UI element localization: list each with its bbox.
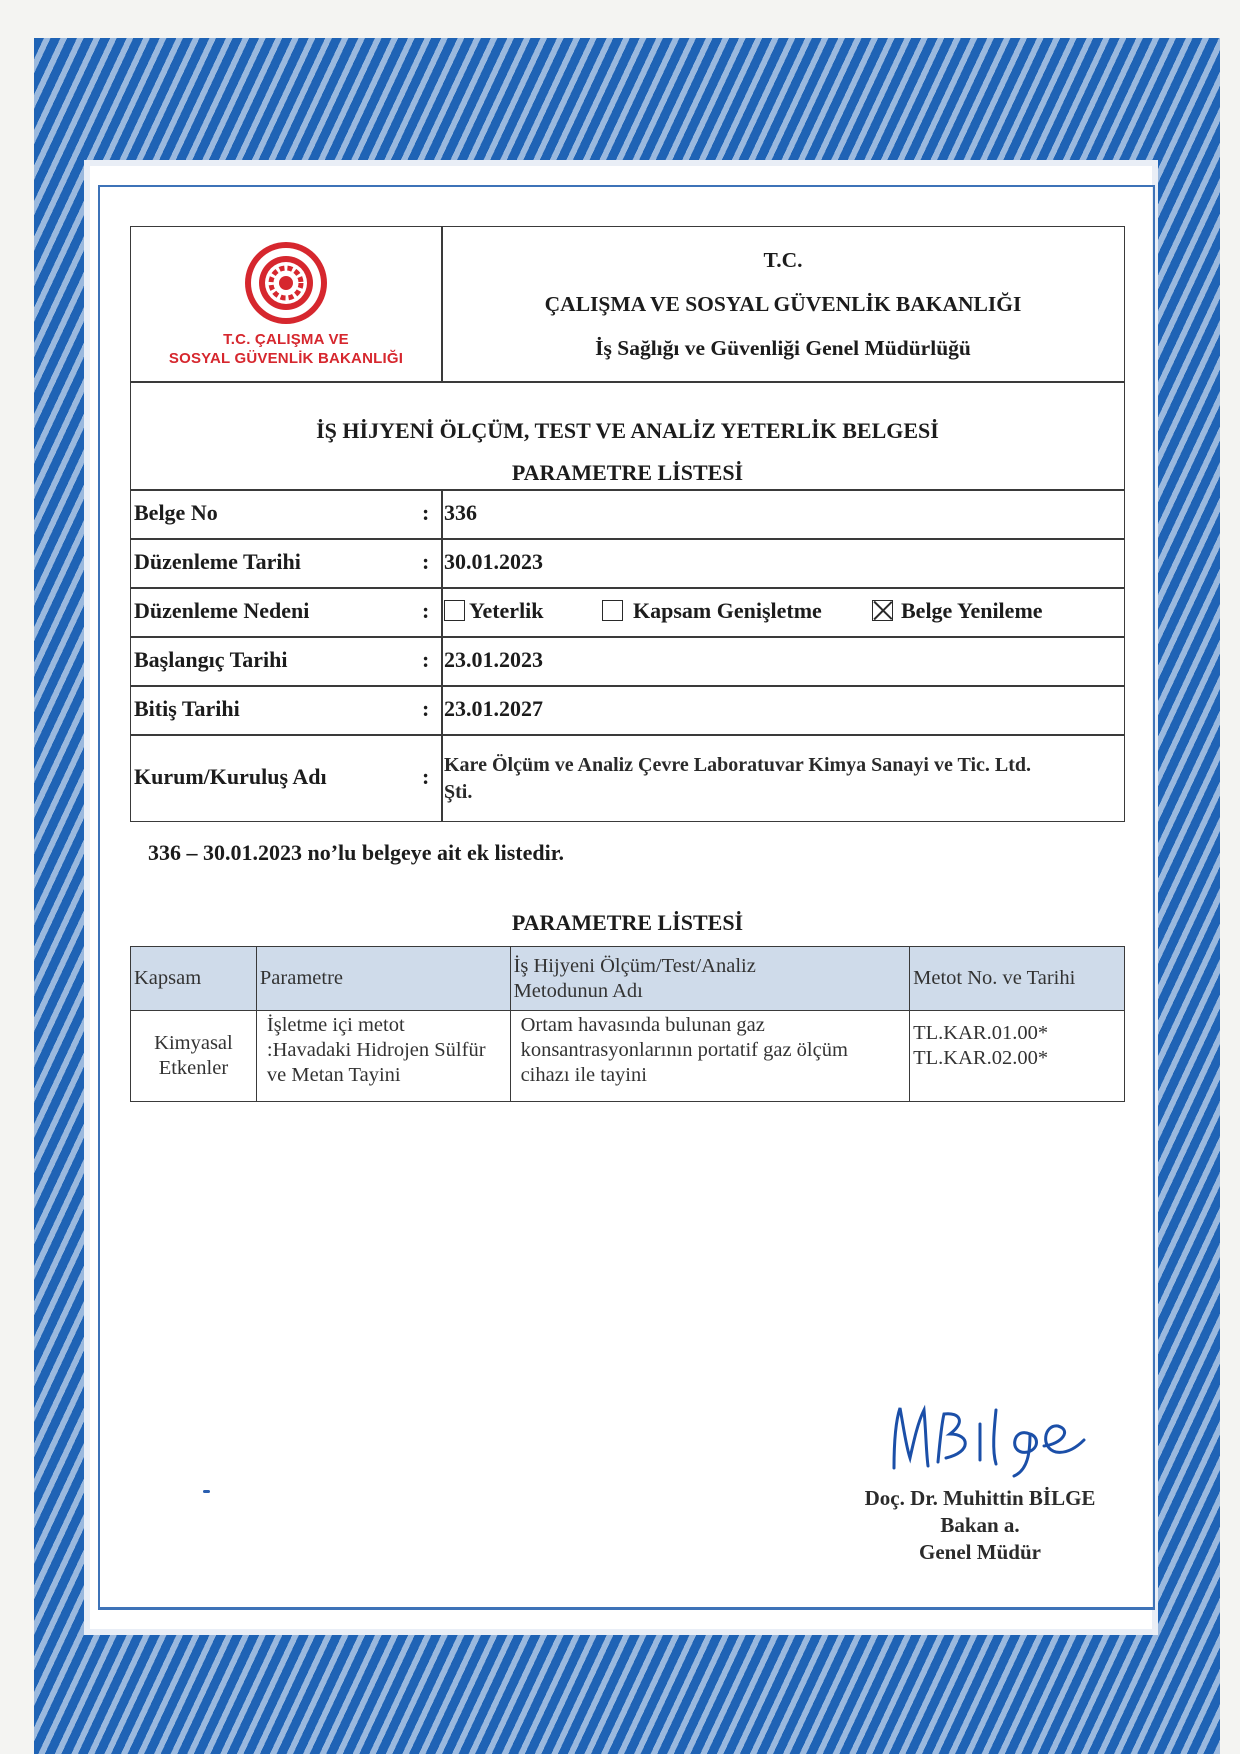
header-metot-no: Metot No. ve Tarihi xyxy=(910,947,1125,1011)
colon: : xyxy=(422,549,430,574)
colon: : xyxy=(422,500,430,525)
table-row xyxy=(131,1011,1125,1102)
duzenleme-tarihi-value: 30.01.2023 xyxy=(444,549,543,574)
bitis-tarihi-value: 23.01.2027 xyxy=(444,696,543,721)
cell-parametre: İşletme içi metot :Havadaki Hidrojen Sülfür ve Metan Tayini xyxy=(256,1011,510,1102)
ministry-title: T.C. ÇALIŞMA VE SOSYAL GÜVENLİK BAKANLIĞI İş Sağlığı ve Güvenliği Genel Müdürlüğü xyxy=(544,248,1022,360)
colon: : xyxy=(422,696,430,721)
logo-text: T.C. ÇALIŞMA VE SOSYAL GÜVENLİK BAKANLIĞI xyxy=(168,331,404,367)
kurum-adi-value: Kare Ölçüm ve Analiz Çevre Laboratuvar Kimya Sanayi ve Tic. Ltd. Şti. xyxy=(444,754,1032,803)
kurum-adi-label: Kurum/Kuruluş Adı xyxy=(134,764,327,789)
cell-metot-no: TL.KAR.01.00* TL.KAR.02.00* xyxy=(910,1011,1125,1102)
annex-note: 336 – 30.01.2023 no’lu belgeye ait ek listedir. xyxy=(148,840,564,865)
baslangic-tarihi-label: Başlangıç Tarihi xyxy=(134,647,288,672)
colon: : xyxy=(422,764,430,789)
parameter-table xyxy=(130,946,1125,1102)
header-parametre: Parametre xyxy=(256,947,510,1011)
ministry-logo xyxy=(131,227,441,381)
option-kapsam-genisletme: Kapsam Genişletme xyxy=(602,598,822,624)
handwritten-signature xyxy=(880,1400,1090,1480)
signer-title: Genel Müdür xyxy=(919,1540,1041,1564)
ink-speck xyxy=(203,1490,210,1493)
bitis-tarihi-label: Bitiş Tarihi xyxy=(134,696,240,721)
signature-block xyxy=(830,1400,1130,1564)
checkbox-belge-yenileme xyxy=(872,600,893,621)
duzenleme-nedeni-label: Düzenleme Nedeni xyxy=(134,598,310,623)
signer-role: Bakan a. xyxy=(940,1513,1020,1537)
header-metod: İş Hijyeni Ölçüm/Test/Analiz Metodunun Adı xyxy=(510,947,910,1011)
baslangic-tarihi-value: 23.01.2023 xyxy=(444,647,543,672)
option-belge-yenileme: Belge Yenileme xyxy=(872,598,1043,624)
checkbox-kapsam-genisletme xyxy=(602,600,623,621)
cell-metod: Ortam havasında bulunan gaz konsantrasyonlarının portatif gaz ölçüm cihazı ile tayini xyxy=(510,1011,910,1102)
signer-info xyxy=(830,1485,1130,1566)
header-kapsam: Kapsam xyxy=(131,947,257,1011)
parameter-list-title: PARAMETRE LİSTESİ xyxy=(511,910,744,935)
checkbox-yeterlik xyxy=(444,600,465,621)
duzenleme-tarihi-label: Düzenleme Tarihi xyxy=(134,549,301,574)
option-yeterlik: Yeterlik xyxy=(444,598,544,624)
signer-name: Doç. Dr. Muhittin BİLGE xyxy=(864,1486,1096,1510)
document-title: İŞ HİJYENİ ÖLÇÜM, TEST VE ANALİZ YETERLİK BELGESİ PARAMETRE LİSTESİ xyxy=(316,418,939,485)
colon: : xyxy=(422,647,430,672)
table-header-row xyxy=(131,947,1125,1011)
cell-kapsam: Kimyasal Etkenler xyxy=(131,1011,257,1102)
belge-no-value: 336 xyxy=(444,500,477,525)
belge-no-label: Belge No xyxy=(134,500,218,525)
ministry-emblem-icon xyxy=(243,240,329,326)
colon: : xyxy=(422,598,430,623)
